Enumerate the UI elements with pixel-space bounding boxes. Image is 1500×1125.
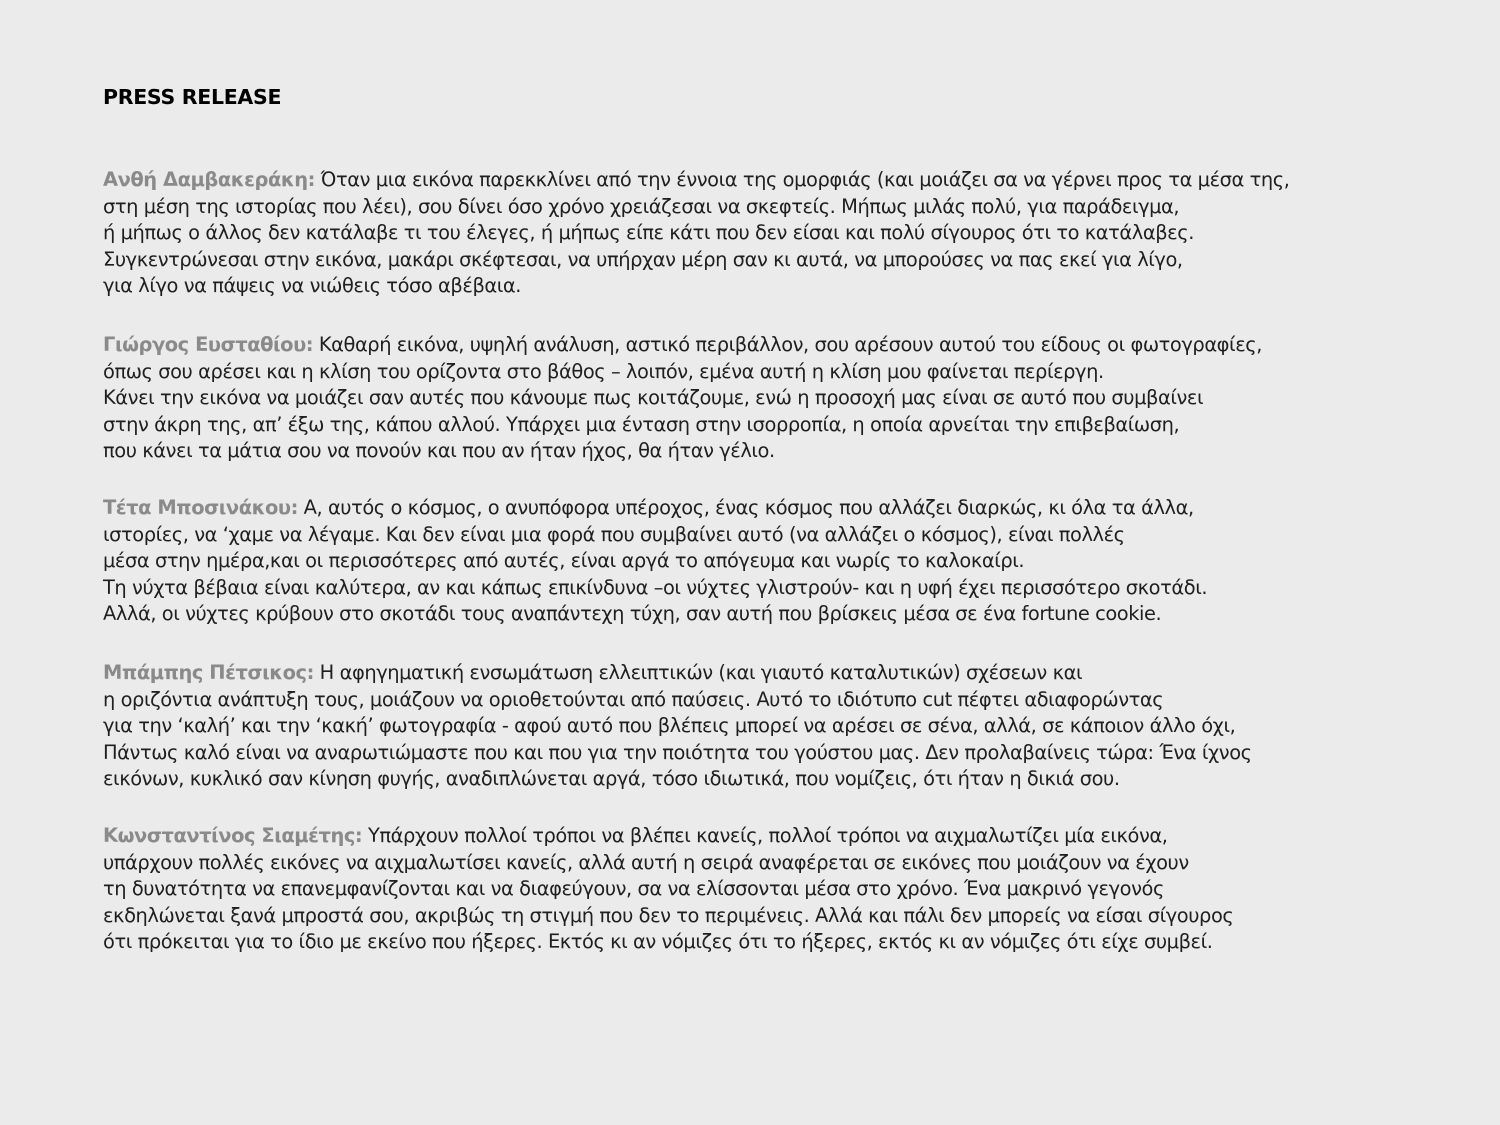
statement-line: η οριζόντια ανάπτυξη τους, μοιάζουν να οριοθετούνται από παύσεις. Αυτό το ιδιότυπο cut πέφτει αδιαφορώντας: [103, 687, 1164, 711]
statement-line: ιστορίες, να ‘χαμε να λέγαμε. Και δεν είναι μια φορά που συμβαίνει αυτό (να αλλάζει ο κόσμος), είναι πολλές: [103, 522, 1125, 546]
statement-line: στη μέση της ιστορίας που λέει), σου δίνει όσο χρόνο χρειάζεσαι να σκεφτείς. Μήπως μιλάς πολύ, για παράδειγμα,: [103, 194, 1180, 218]
statement-line: που κάνει τα μάτια σου να πονούν και που αν ήταν ήχος, θα ήταν γέλιο.: [103, 439, 775, 462]
author-name: Κωνσταντίνος Σιαμέτης:: [103, 824, 363, 847]
statement-line: [103, 167, 1422, 194]
statement-line: όπως σου αρέσει και η κλίση του ορίζοντα στο βάθος – λοιπόν, εμένα αυτή η κλίση μου φαίνεται περίεργη.: [103, 359, 1104, 383]
statement-line: μέσα στην ημέρα,και οι περισσότερες από αυτές, είναι αργά το απόγευμα και νωρίς το καλοκαίρι.: [103, 549, 1025, 572]
statement-line: Αλλά, οι νύχτες κρύβουν στο σκοτάδι τους αναπάντεχη τύχη, σαν αυτή που βρίσκεις μέσα σε ένα fortune cookie.: [103, 602, 1162, 625]
statement-efstathiou: [103, 332, 1433, 465]
statement-line: ή μήπως ο άλλος δεν κατάλαβε τι του έλεγες, ή μήπως είπε κάτι που δεν είσαι και πολύ σίγουρος ότι το κατάλαβες.: [103, 221, 1194, 244]
statement-petsikos: [103, 660, 1433, 793]
author-name: Μπάμπης Πέτσικος:: [103, 661, 314, 684]
statement-line: Συγκεντρώνεσαι στην εικόνα, μακάρι σκέφτεσαι, να υπήρχαν μέρη σαν κι αυτά, να μπορούσες να πας εκεί για λίγο,: [103, 247, 1183, 271]
author-name: Γιώργος Ευσταθίου:: [103, 333, 314, 356]
statement-text: Όταν μια εικόνα παρεκκλίνει από την έννοια της ομορφιάς (και μοιάζει σα να γέρνει προς τα μέσα της,: [314, 168, 1290, 191]
statement-line: [103, 660, 1422, 687]
statement-text: Καθαρή εικόνα, υψηλή ανάλυση, αστικό περιβάλλον, σου αρέσουν αυτού του είδους οι φωτογραφίες,: [313, 333, 1262, 356]
statement-line: [103, 495, 1422, 522]
page-title: PRESS RELEASE: [103, 85, 282, 109]
statement-line: [103, 823, 1422, 850]
statement-line: ότι πρόκειται για το ίδιο με εκείνο που ήξερες. Εκτός κι αν νόμιζες ότι το ήξερες, εκτός κι αν νόμιζες ότι είχε συμβεί.: [103, 930, 1213, 953]
statement-text: Α, αυτός ο κόσμος, ο ανυπόφορα υπέροχος, ένας κόσμος που αλλάζει διαρκώς, κι όλα τα άλλα,: [297, 496, 1194, 519]
press-release-document: [103, 84, 1433, 953]
statement-line: εκδηλώνεται ξανά μπροστά σου, ακριβώς τη στιγμή που δεν το περιμένεις. Αλλά και πάλι δεν μπορείς να είσαι σίγουρος: [103, 903, 1234, 927]
author-name: Ανθή Δαμβακεράκη:: [103, 168, 315, 191]
statement-siametis: [103, 823, 1433, 956]
author-name: Τέτα Μποσινάκου:: [103, 496, 298, 519]
statement-line: στην άκρη της, απ’ έξω της, κάπου αλλού. Υπάρχει μια ένταση στην ισορροπία, η οποία αρνείται την επιβεβαίωση,: [103, 412, 1180, 436]
statement-line: Πάντως καλό είναι να αναρωτιώμαστε που και που για την ποιότητα του γούστου μας. Δεν προλαβαίνεις τώρα: Ένα ίχνος: [103, 740, 1252, 764]
statement-text: Υπάρχουν πολλοί τρόποι να βλέπει κανείς, πολλοί τρόποι να αιχμαλωτίζει μία εικόνα,: [362, 824, 1168, 847]
statement-line: για την ‘καλή’ και την ‘κακή’ φωτογραφία - αφού αυτό που βλέπεις μπορεί να αρέσει σε σένα, αλλά, σε κάποιον άλλο όχι,: [103, 714, 1236, 737]
statement-line: Τη νύχτα βέβαια είναι καλύτερα, αν και κάπως επικίνδυνα –οι νύχτες γλιστρούν- και η υφή έχει περισσότερο σκοτάδι.: [103, 575, 1208, 599]
statement-bosinakou: [103, 495, 1433, 628]
statement-text: Η αφηγηματική ενσωμάτωση ελλειπτικών (και γιαυτό καταλυτικών) σχέσεων και: [313, 661, 1083, 684]
statement-dambakeraki: [103, 167, 1433, 300]
statement-line: Κάνει την εικόνα να μοιάζει σαν αυτές που κάνουμε πως κοιτάζουμε, ενώ η προσοχή μας είναι σε αυτό που συμβαίνει: [103, 386, 1204, 409]
statement-line: τη δυνατότητα να επανεμφανίζονται και να διαφεύγουν, σα να ελίσσονται μέσα στο χρόνο. Ένα μακρινό γεγονός: [103, 877, 1164, 900]
statement-line: [103, 332, 1422, 359]
statement-line: εικόνων, κυκλικό σαν κίνηση φυγής, αναδιπλώνεται αργά, τόσο ιδιωτικά, που νομίζεις, ότι ήταν η δικιά σου.: [103, 767, 1120, 790]
statement-line: για λίγο να πάψεις να νιώθεις τόσο αβέβαια.: [103, 274, 522, 297]
statement-line: υπάρχουν πολλές εικόνες να αιχμαλωτίσει κανείς, αλλά αυτή η σειρά αναφέρεται σε εικόνες που μοιάζουν να έχουν: [103, 850, 1189, 874]
